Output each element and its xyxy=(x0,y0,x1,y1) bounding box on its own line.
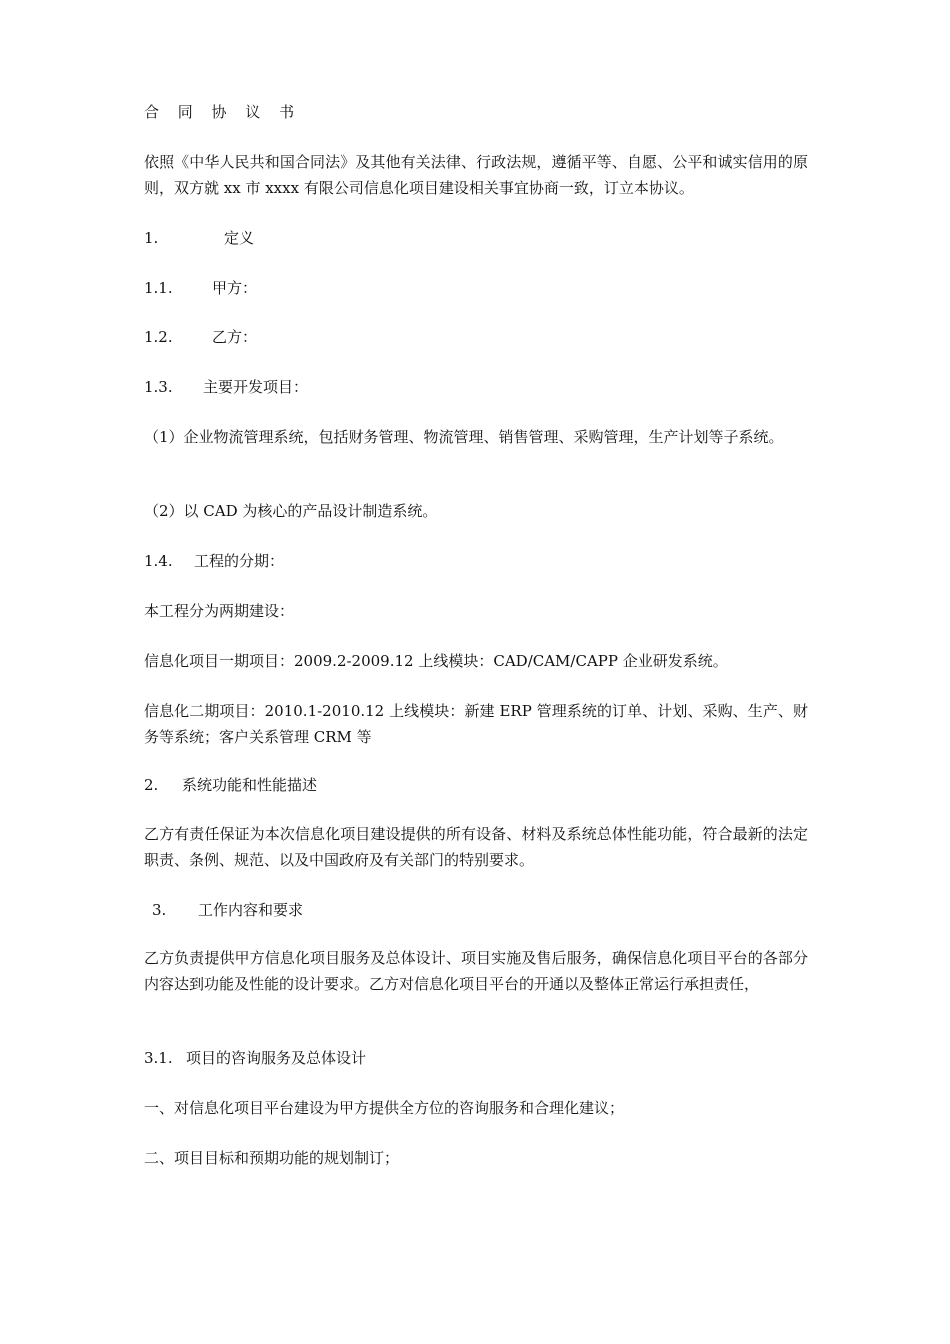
clause-3-1-number: 3.1. xyxy=(144,1049,173,1067)
section-3-number: 3. xyxy=(152,901,167,919)
clause-1-4 xyxy=(144,548,808,574)
clause-3-1-title: 项目的咨询服务及总体设计 xyxy=(186,1049,367,1067)
section-1-heading xyxy=(144,225,808,251)
intro-paragraph: 依照《中华人民共和国合同法》及其他有关法律、行政法规，遵循平等、自愿、公平和诚实信用的原则，双方就 xx 市 xxxx 有限公司信息化项目建设相关事宜协商一致，订立本协议。 xyxy=(144,153,808,197)
clause-3-1 xyxy=(144,1045,808,1071)
section-2-heading xyxy=(144,772,808,798)
clause-1-4-text: 工程的分期： xyxy=(194,552,285,570)
phases-intro: 本工程分为两期建设： xyxy=(144,602,295,620)
clause-1-3-number: 1.3. xyxy=(144,378,173,396)
section-1-title: 定义 xyxy=(224,229,255,247)
section-3-paragraph: 乙方负责提供甲方信息化项目服务及总体设计、项目实施及售后服务，确保信息化项目平台的各部分内容达到功能及性能的设计要求。乙方对信息化项目平台的开通以及整体正常运行承担责任， xyxy=(144,949,808,993)
section-2-number: 2. xyxy=(144,776,159,794)
clause-1-1 xyxy=(144,275,808,301)
clause-1-1-number: 1.1. xyxy=(144,279,173,297)
section-1-number: 1. xyxy=(144,229,159,247)
project-item-2: （2）以 CAD 为核心的产品设计制造系统。 xyxy=(144,502,438,520)
clause-1-2 xyxy=(144,324,808,350)
clause-1-2-text: 乙方： xyxy=(212,328,258,346)
clause-1-3-text: 主要开发项目： xyxy=(203,378,309,396)
section-3-title: 工作内容和要求 xyxy=(198,901,304,919)
section-2-title: 系统功能和性能描述 xyxy=(182,776,318,794)
project-item-1: （1）企业物流管理系统，包括财务管理、物流管理、销售管理、采购管理，生产计划等子系统。 xyxy=(144,428,784,446)
clause-1-1-text: 甲方： xyxy=(212,279,258,297)
clause-1-3 xyxy=(144,374,808,400)
point-1: 一、对信息化项目平台建设为甲方提供全方位的咨询服务和合理化建议； xyxy=(144,1099,625,1117)
clause-1-2-number: 1.2. xyxy=(144,328,173,346)
phase-1-line: 信息化项目一期项目：2009.2-2009.12 上线模块：CAD/CAM/CAPP 企业研发系统。 xyxy=(144,652,728,670)
point-2: 二、项目目标和预期功能的规划制订； xyxy=(144,1149,400,1167)
section-2-paragraph: 乙方有责任保证为本次信息化项目建设提供的所有设备、材料及系统总体性能功能，符合最新的法定职责、条例、规范、以及中国政府及有关部门的特别要求。 xyxy=(144,825,808,869)
clause-1-4-number: 1.4. xyxy=(144,552,173,570)
phase-2-paragraph: 信息化二期项目：2010.1-2010.12 上线模块：新建 ERP 管理系统的订单、计划、采购、生产、财务等系统；客户关系管理 CRM 等 xyxy=(144,702,808,746)
document-title: 合 同 协 议 书 xyxy=(144,103,302,121)
section-3-heading xyxy=(144,897,808,923)
